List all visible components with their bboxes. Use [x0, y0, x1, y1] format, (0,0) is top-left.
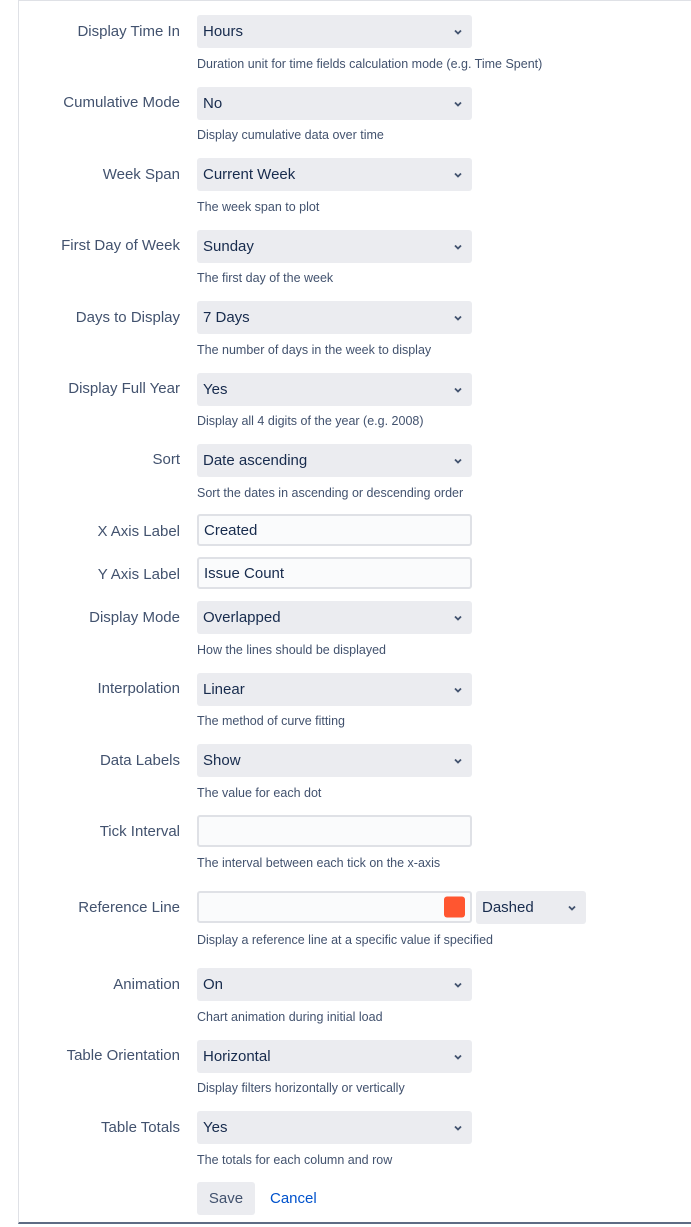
cumulative-mode-hint: Display cumulative data over time — [197, 128, 384, 142]
sort-value: Date ascending — [203, 452, 308, 469]
interpolation-value: Linear — [203, 681, 245, 698]
chevron-down-icon — [453, 980, 463, 990]
display-mode-select[interactable] — [197, 601, 472, 634]
chevron-down-icon — [453, 456, 463, 466]
animation-label: Animation — [113, 976, 180, 993]
display-mode-value: Overlapped — [203, 609, 281, 626]
chevron-down-icon — [453, 99, 463, 109]
chevron-down-icon — [453, 685, 463, 695]
chevron-down-icon — [453, 385, 463, 395]
days-to-display-label: Days to Display — [75, 309, 180, 326]
table-totals-select[interactable] — [197, 1111, 472, 1144]
x-axis-label-input[interactable] — [197, 514, 472, 546]
first-day-of-week-value: Sunday — [203, 238, 254, 255]
week-span-hint: The week span to plot — [197, 200, 320, 214]
reference-line-style-value: Dashed — [482, 899, 534, 916]
data-labels-hint: The value for each dot — [197, 786, 322, 800]
display-full-year-select[interactable] — [197, 373, 472, 406]
table-totals-hint: The totals for each column and row — [197, 1153, 393, 1167]
interpolation-hint: The method of curve fitting — [197, 714, 345, 728]
interpolation-label: Interpolation — [97, 680, 180, 697]
data-labels-select[interactable] — [197, 744, 472, 777]
animation-select[interactable] — [197, 968, 472, 1001]
y-axis-label-label: Y Axis Label — [97, 566, 180, 583]
cancel-link[interactable]: Cancel — [270, 1190, 317, 1207]
sort-label: Sort — [152, 451, 180, 468]
display-full-year-hint: Display all 4 digits of the year (e.g. 2008) — [197, 414, 424, 428]
display-time-in-select[interactable] — [197, 15, 472, 48]
cumulative-mode-value: No — [203, 95, 223, 112]
days-to-display-value: 7 Days — [203, 309, 250, 326]
reference-line-label: Reference Line — [78, 899, 180, 916]
data-labels-label: Data Labels — [99, 752, 180, 769]
chevron-down-icon — [453, 1123, 463, 1133]
reference-line-input[interactable] — [197, 891, 472, 923]
display-full-year-value: Yes — [203, 381, 228, 398]
tick-interval-hint: The interval between each tick on the x-axis — [197, 856, 441, 870]
reference-line-hint: Display a reference line at a specific value if specified — [197, 933, 493, 947]
first-day-of-week-hint: The first day of the week — [197, 271, 334, 285]
display-time-in-hint: Duration unit for time fields calculation mode (e.g. Time Spent) — [197, 57, 543, 71]
reference-line-style-select[interactable] — [476, 891, 586, 924]
display-mode-hint: How the lines should be displayed — [197, 643, 387, 657]
display-time-in-label: Display Time In — [77, 23, 180, 40]
cumulative-mode-select[interactable] — [197, 87, 472, 120]
x-axis-label-value: Created — [204, 521, 258, 539]
week-span-value: Current Week — [203, 166, 296, 183]
tick-interval-label: Tick Interval — [99, 823, 180, 840]
save-button[interactable]: Save — [197, 1182, 255, 1215]
data-labels-value: Show — [203, 752, 241, 769]
chevron-down-icon — [453, 613, 463, 623]
animation-hint: Chart animation during initial load — [197, 1010, 383, 1024]
first-day-of-week-select[interactable] — [197, 230, 472, 263]
cumulative-mode-label: Cumulative Mode — [63, 94, 180, 111]
chevron-down-icon — [453, 1052, 463, 1062]
first-day-of-week-label: First Day of Week — [61, 237, 180, 254]
y-axis-label-value: Issue Count — [204, 564, 285, 582]
chevron-down-icon — [567, 903, 577, 913]
week-span-select[interactable] — [197, 158, 472, 191]
table-orientation-select[interactable] — [197, 1040, 472, 1073]
sort-hint: Sort the dates in ascending or descending order — [197, 486, 464, 500]
display-mode-label: Display Mode — [89, 609, 180, 626]
chevron-down-icon — [453, 313, 463, 323]
week-span-label: Week Span — [102, 166, 180, 183]
table-orientation-hint: Display filters horizontally or vertically — [197, 1081, 405, 1095]
table-totals-value: Yes — [203, 1119, 228, 1136]
table-orientation-label: Table Orientation — [66, 1047, 180, 1064]
interpolation-select[interactable] — [197, 673, 472, 706]
animation-value: On — [203, 976, 224, 993]
chevron-down-icon — [453, 242, 463, 252]
tick-interval-input[interactable] — [197, 815, 472, 847]
days-to-display-hint: The number of days in the week to display — [197, 343, 432, 357]
chevron-down-icon — [453, 756, 463, 766]
sort-select[interactable] — [197, 444, 472, 477]
x-axis-label-label: X Axis Label — [97, 523, 180, 540]
chevron-down-icon — [453, 27, 463, 37]
table-totals-label: Table Totals — [101, 1119, 180, 1136]
table-orientation-value: Horizontal — [203, 1048, 271, 1065]
days-to-display-select[interactable] — [197, 301, 472, 334]
display-time-in-value: Hours — [203, 23, 244, 40]
chevron-down-icon — [453, 170, 463, 180]
display-full-year-label: Display Full Year — [68, 380, 180, 397]
reference-line-color-swatch[interactable] — [444, 897, 465, 918]
y-axis-label-input[interactable] — [197, 557, 472, 589]
